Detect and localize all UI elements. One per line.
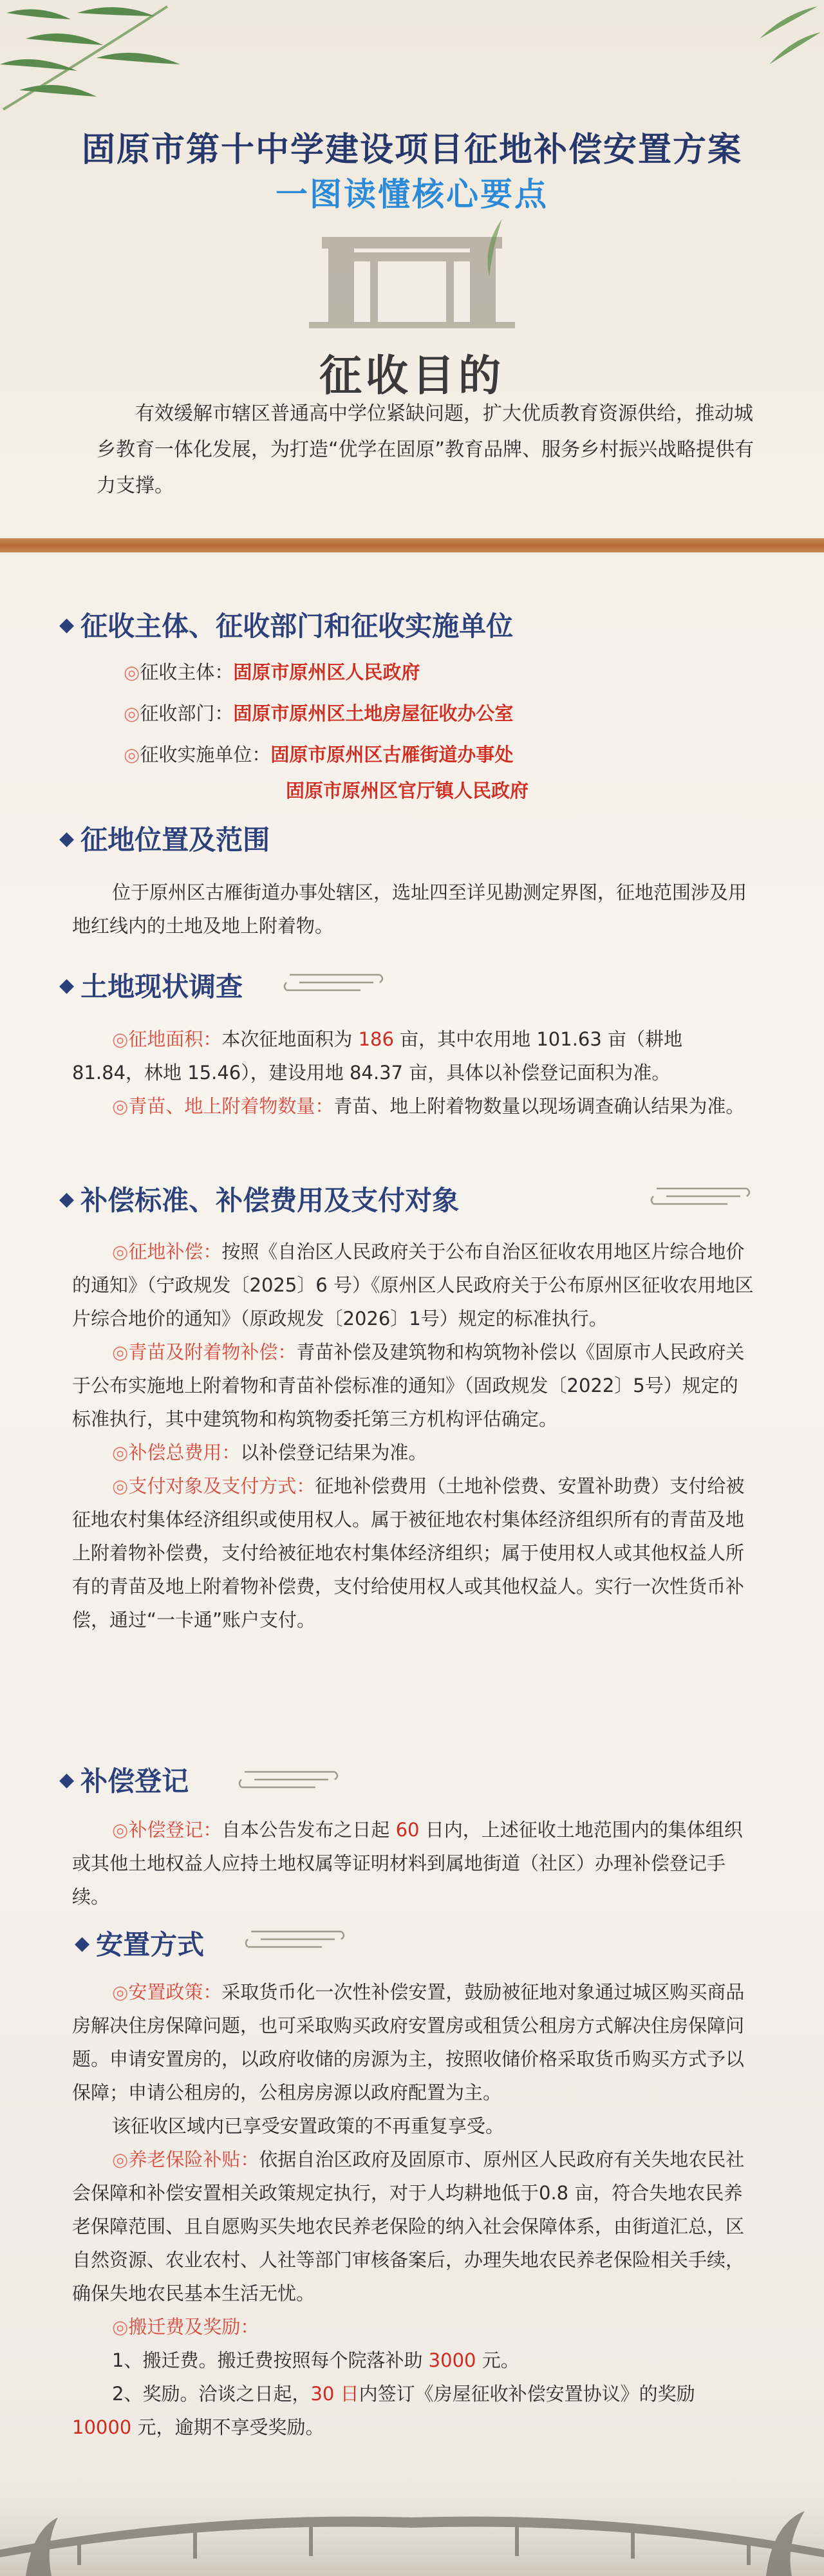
circle-bullet-icon: ◎ bbox=[124, 661, 140, 683]
area-post: 亩，其中农用地 101.63 亩（耕地 81.84，林地 15.46），建设用地 84.37 亩，具体以补偿登记面积为准。 bbox=[72, 1028, 683, 1084]
crops-comp-label: 青苗及附着物补偿： bbox=[128, 1341, 297, 1363]
circle-bullet-icon: ◎ bbox=[124, 744, 140, 766]
pension-label: 养老保险补贴： bbox=[128, 2148, 259, 2170]
status-text bbox=[72, 1022, 754, 1123]
crops-paragraph bbox=[72, 1089, 754, 1123]
policy-paragraph bbox=[72, 1975, 754, 2109]
land-comp-label: 征地补偿： bbox=[128, 1241, 222, 1263]
reward-heading bbox=[72, 2310, 754, 2344]
land-comp-text: 按照《自治区人民政府关于公布自治区征收农用地区片综合地价的通知》（宁政规发〔2025〕6 号）《原州区人民政府关于公布原州区征收农用地区片综合地价的通知》（原政规发〔2026〕1号）规定的标准执行。 bbox=[72, 1241, 754, 1330]
circle-bullet-icon: ◎ bbox=[112, 1095, 129, 1117]
total-cost-paragraph bbox=[72, 1436, 754, 1469]
diamond-icon: ◆ bbox=[59, 1187, 75, 1210]
crops-text: 青苗、地上附着物数量以现场调查确认结果为准。 bbox=[333, 1095, 745, 1117]
circle-bullet-icon: ◎ bbox=[112, 2316, 129, 2338]
item-value: 固原市原州区人民政府 bbox=[233, 661, 420, 683]
resettlement-text bbox=[72, 1975, 754, 2444]
circle-bullet-icon: ◎ bbox=[112, 1475, 129, 1497]
purpose-text: 有效缓解市辖区普通高中学位紧缺问题，扩大优质教育资源供给，推动城乡教育一体化发展，为打造“优学在固原”教育品牌、服务乡村振兴战略提供有力支撑。 bbox=[97, 402, 754, 497]
circle-bullet-icon: ◎ bbox=[112, 1028, 129, 1050]
implementer-item bbox=[124, 740, 513, 767]
policy-text: 采取货币化一次性补偿安置，鼓励被征地对象通过城区购买商品房解决住房保障问题，也可采取购买政府安置房或租赁公租房方式解决住房保障问题。申请安置房的，以政府收储的房源为主，按照收储价格采取货币购买方式予以保障；申请公租房的，公租房房源以政府配置为主。 bbox=[72, 1981, 745, 2103]
reward-label: 搬迁费及奖励： bbox=[128, 2316, 259, 2338]
circle-bullet-icon: ◎ bbox=[124, 702, 140, 724]
crops-label: 青苗、地上附着物数量： bbox=[128, 1095, 334, 1117]
section-heading-text: 征地位置及范围 bbox=[80, 824, 270, 856]
crops-comp-paragraph bbox=[72, 1335, 754, 1436]
move-fee-amount: 3000 bbox=[428, 2349, 476, 2371]
section-heading-compensation bbox=[59, 1180, 459, 1218]
registration-post: 日内，上述征收土地范围内的集体组织或其他土地权益人应持土地权属等证明材料到属地街道（社区）办理补偿登记手续。 bbox=[72, 1819, 743, 1908]
area-total: 186 bbox=[358, 1028, 394, 1050]
bonus-line bbox=[72, 2377, 754, 2444]
section-heading-registration bbox=[59, 1760, 189, 1799]
total-cost-label: 补偿总费用： bbox=[128, 1442, 241, 1463]
pension-paragraph bbox=[72, 2143, 754, 2310]
area-label: 征地面积： bbox=[128, 1028, 222, 1050]
circle-bullet-icon: ◎ bbox=[112, 1981, 129, 2003]
move-fee-post: 元。 bbox=[482, 2349, 520, 2371]
scroll-ornament-icon bbox=[283, 967, 386, 999]
location-text bbox=[72, 876, 754, 943]
item-label: 征收实施单位： bbox=[140, 744, 271, 766]
page-subtitle: 一图读懂核心要点 bbox=[276, 176, 548, 213]
subject-item bbox=[124, 658, 420, 684]
diamond-icon: ◆ bbox=[59, 613, 75, 636]
diamond-icon: ◆ bbox=[59, 1768, 75, 1791]
item-value: 固原市原州区土地房屋征收办公室 bbox=[233, 702, 514, 724]
area-paragraph bbox=[72, 1022, 754, 1089]
scroll-ornament-icon bbox=[245, 1924, 348, 1956]
page-title: 固原市第十中学建设项目征地补偿安置方案 bbox=[81, 131, 742, 169]
registration-pre: 自本公告发布之日起 bbox=[221, 1819, 390, 1841]
item-value: 固原市原州区官厅镇人民政府 bbox=[286, 780, 529, 802]
item-value: 固原市原州区古雁街道办事处 bbox=[270, 744, 514, 766]
circle-bullet-icon: ◎ bbox=[112, 1241, 129, 1263]
pension-text: 依据自治区政府及固原市、原州区人民政府有关失地农民社会保障和补偿安置相关政策规定执行，对于人均耕地低于0.8 亩，符合失地农民养老保障范围、且自愿购买失地农民养老保险的纳入社会保障体系，由街道汇总，区自然资源、农业农村、人社等部门审核备案后，办理失地农民养老保险相关手续，确保失地农民基本生活无忧。 bbox=[72, 2148, 745, 2304]
section-divider bbox=[0, 538, 824, 552]
registration-paragraph bbox=[72, 1813, 754, 1913]
section-heading-location bbox=[59, 819, 270, 858]
payee-text: 征地补偿费用（土地补偿费、安置补助费）支付给被征地农村集体经济组织或使用权人。属于被征地农村集体经济组织所有的青苗及地上附着物补偿费，支付给被征地农村集体经济组织；属于使用权人或其他权益人所有的青苗及地上附着物补偿费，支付给使用权人或其他权益人。实行一次性货币补偿，通过“一卡通”账户支付。 bbox=[72, 1475, 745, 1631]
land-comp-paragraph bbox=[72, 1235, 754, 1335]
bamboo-decoration-icon bbox=[0, 0, 212, 122]
diamond-icon: ◆ bbox=[59, 827, 75, 850]
bonus-post: 元，逾期不享受奖励。 bbox=[137, 2416, 324, 2438]
bonus-mid: 内签订《房屋征收补偿安置协议》的奖励 bbox=[359, 2383, 695, 2405]
compensation-text bbox=[72, 1235, 754, 1637]
bridge-landscape-icon bbox=[0, 2472, 824, 2576]
payee-paragraph bbox=[72, 1469, 754, 1637]
circle-bullet-icon: ◎ bbox=[112, 1442, 129, 1463]
section-heading-text: 补偿标准、补偿费用及支付对象 bbox=[80, 1185, 460, 1216]
item-label: 征收部门： bbox=[140, 702, 234, 724]
registration-days: 60 bbox=[395, 1819, 420, 1841]
move-fee-line bbox=[72, 2344, 754, 2377]
diamond-icon: ◆ bbox=[75, 1932, 90, 1955]
policy-label: 安置政策： bbox=[128, 1981, 222, 2003]
purpose-title: 征收目的 bbox=[319, 351, 505, 400]
department-item bbox=[124, 699, 513, 726]
total-cost-text: 以补偿登记结果为准。 bbox=[240, 1442, 427, 1463]
section-heading-subject bbox=[59, 605, 513, 644]
implementer-item-2 bbox=[286, 776, 529, 803]
resettlement-note: 该征收区域内已享受安置政策的不再重复享受。 bbox=[112, 2115, 505, 2137]
payee-label: 支付对象及支付方式： bbox=[128, 1475, 315, 1497]
scroll-ornament-icon bbox=[238, 1764, 341, 1796]
circle-bullet-icon: ◎ bbox=[112, 1341, 129, 1363]
section-heading-text: 土地现状调查 bbox=[80, 971, 243, 1002]
area-pre: 本次征地面积为 bbox=[221, 1028, 353, 1050]
bonus-pre: 2、奖励。洽谈之日起， bbox=[112, 2383, 311, 2405]
section-heading-text: 补偿登记 bbox=[80, 1765, 189, 1797]
diamond-icon: ◆ bbox=[59, 973, 75, 997]
section-heading-text: 安置方式 bbox=[96, 1929, 205, 1960]
circle-bullet-icon: ◎ bbox=[112, 2148, 129, 2170]
bamboo-leaf-icon bbox=[708, 0, 824, 90]
scroll-ornament-icon bbox=[650, 1181, 753, 1213]
location-paragraph: 位于原州区古雁街道办事处辖区，选址四至详见勘测定界图，征地范围涉及用地红线内的土地及地上附着物。 bbox=[72, 881, 747, 937]
circle-bullet-icon: ◎ bbox=[112, 1819, 129, 1841]
registration-text bbox=[72, 1813, 754, 1913]
crops-comp-text: 青苗补偿及建筑物和构筑物补偿以《固原市人民政府关于公布实施地上附着物和青苗补偿标准的通知》（固政规发〔2022〕5号）规定的标准执行，其中建筑物和构筑物委托第三方机构评估确定。 bbox=[72, 1341, 745, 1430]
section-heading-status bbox=[59, 966, 243, 1004]
section-heading-text: 征收主体、征收部门和征收实施单位 bbox=[80, 610, 514, 642]
move-fee-pre: 1、搬迁费。搬迁费按照每个院落补助 bbox=[112, 2349, 423, 2371]
header bbox=[0, 0, 824, 554]
registration-label: 补偿登记： bbox=[128, 1819, 222, 1841]
section-heading-resettlement bbox=[75, 1924, 204, 1962]
bonus-amount: 10000 bbox=[72, 2416, 132, 2438]
item-label: 征收主体： bbox=[140, 661, 234, 683]
bonus-days: 30 日 bbox=[310, 2383, 359, 2405]
school-gate-icon bbox=[309, 219, 515, 328]
